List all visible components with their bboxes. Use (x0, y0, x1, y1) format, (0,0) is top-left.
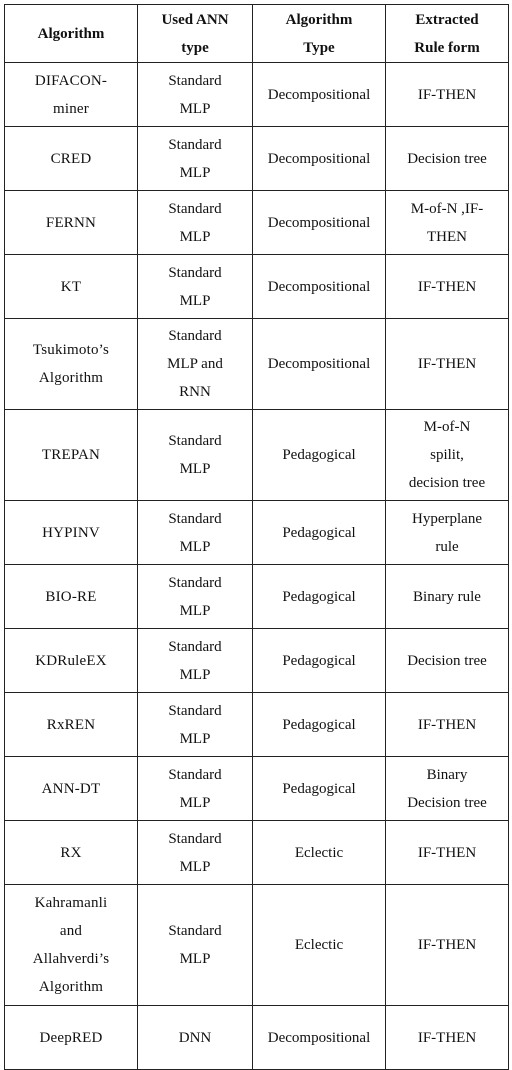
cell-ann-type: Standard MLP (138, 63, 253, 127)
cell-ann-type: Standard MLP (138, 565, 253, 629)
cell-ann-type: Standard MLP (138, 410, 253, 501)
table-row (5, 629, 509, 693)
table-row (5, 821, 509, 885)
cell-algorithm-type: Decompositional (253, 127, 386, 191)
cell-rule-form: IF-THEN (386, 255, 509, 319)
cell-ann-type: Standard MLP (138, 191, 253, 255)
cell-ann-type: DNN (138, 1006, 253, 1070)
cell-rule-form: IF-THEN (386, 1006, 509, 1070)
cell-ann-type: Standard MLP (138, 127, 253, 191)
table-row (5, 885, 509, 1006)
cell-ann-type: Standard MLP and RNN (138, 319, 253, 410)
cell-rule-form: Hyperplane rule (386, 501, 509, 565)
cell-ann-type: Standard MLP (138, 821, 253, 885)
cell-ann-type: Standard MLP (138, 693, 253, 757)
cell-algorithm-type: Pedagogical (253, 757, 386, 821)
cell-algorithm: RxREN (5, 693, 138, 757)
cell-ann-type: Standard MLP (138, 255, 253, 319)
cell-algorithm: KT (5, 255, 138, 319)
cell-algorithm: DeepRED (5, 1006, 138, 1070)
table-row (5, 255, 509, 319)
cell-algorithm: BIO-RE (5, 565, 138, 629)
cell-algorithm: TREPAN (5, 410, 138, 501)
table-row (5, 63, 509, 127)
table-row (5, 565, 509, 629)
header-algorithm: Algorithm (5, 5, 138, 63)
table-row (5, 127, 509, 191)
table-body (5, 63, 509, 1070)
cell-rule-form: M-of-N spilit, decision tree (386, 410, 509, 501)
cell-rule-form: Decision tree (386, 127, 509, 191)
cell-algorithm-type: Pedagogical (253, 629, 386, 693)
cell-algorithm-type: Decompositional (253, 319, 386, 410)
header-row (5, 5, 509, 63)
cell-rule-form: IF-THEN (386, 821, 509, 885)
cell-algorithm: ANN-DT (5, 757, 138, 821)
cell-rule-form: M-of-N ,IF- THEN (386, 191, 509, 255)
cell-algorithm-type: Decompositional (253, 191, 386, 255)
cell-algorithm-type: Decompositional (253, 63, 386, 127)
cell-algorithm-type: Eclectic (253, 821, 386, 885)
cell-ann-type: Standard MLP (138, 629, 253, 693)
cell-rule-form: IF-THEN (386, 885, 509, 1006)
table-header (5, 5, 509, 63)
cell-rule-form: IF-THEN (386, 319, 509, 410)
cell-algorithm-type: Pedagogical (253, 410, 386, 501)
table-row (5, 757, 509, 821)
cell-algorithm: RX (5, 821, 138, 885)
cell-algorithm-type: Decompositional (253, 1006, 386, 1070)
cell-rule-form: IF-THEN (386, 693, 509, 757)
header-algorithm-type: Algorithm Type (253, 5, 386, 63)
cell-ann-type: Standard MLP (138, 501, 253, 565)
header-extracted-rule-form: Extracted Rule form (386, 5, 509, 63)
table-row (5, 319, 509, 410)
cell-algorithm: Tsukimoto’s Algorithm (5, 319, 138, 410)
cell-rule-form: Binary rule (386, 565, 509, 629)
cell-algorithm-type: Pedagogical (253, 693, 386, 757)
cell-algorithm-type: Pedagogical (253, 501, 386, 565)
table-row (5, 501, 509, 565)
table-row (5, 410, 509, 501)
cell-algorithm: CRED (5, 127, 138, 191)
cell-algorithm-type: Decompositional (253, 255, 386, 319)
cell-algorithm-type: Eclectic (253, 885, 386, 1006)
table-row (5, 693, 509, 757)
cell-algorithm: DIFACON- miner (5, 63, 138, 127)
cell-algorithm-type: Pedagogical (253, 565, 386, 629)
algorithms-table (4, 4, 509, 1070)
cell-algorithm: HYPINV (5, 501, 138, 565)
cell-ann-type: Standard MLP (138, 757, 253, 821)
cell-algorithm: FERNN (5, 191, 138, 255)
cell-algorithm: Kahramanli and Allahverdi’s Algorithm (5, 885, 138, 1006)
cell-rule-form: IF-THEN (386, 63, 509, 127)
table-row (5, 191, 509, 255)
cell-ann-type: Standard MLP (138, 885, 253, 1006)
table-row (5, 1006, 509, 1070)
cell-rule-form: Binary Decision tree (386, 757, 509, 821)
header-used-ann-type: Used ANN type (138, 5, 253, 63)
cell-algorithm: KDRuleEX (5, 629, 138, 693)
cell-rule-form: Decision tree (386, 629, 509, 693)
